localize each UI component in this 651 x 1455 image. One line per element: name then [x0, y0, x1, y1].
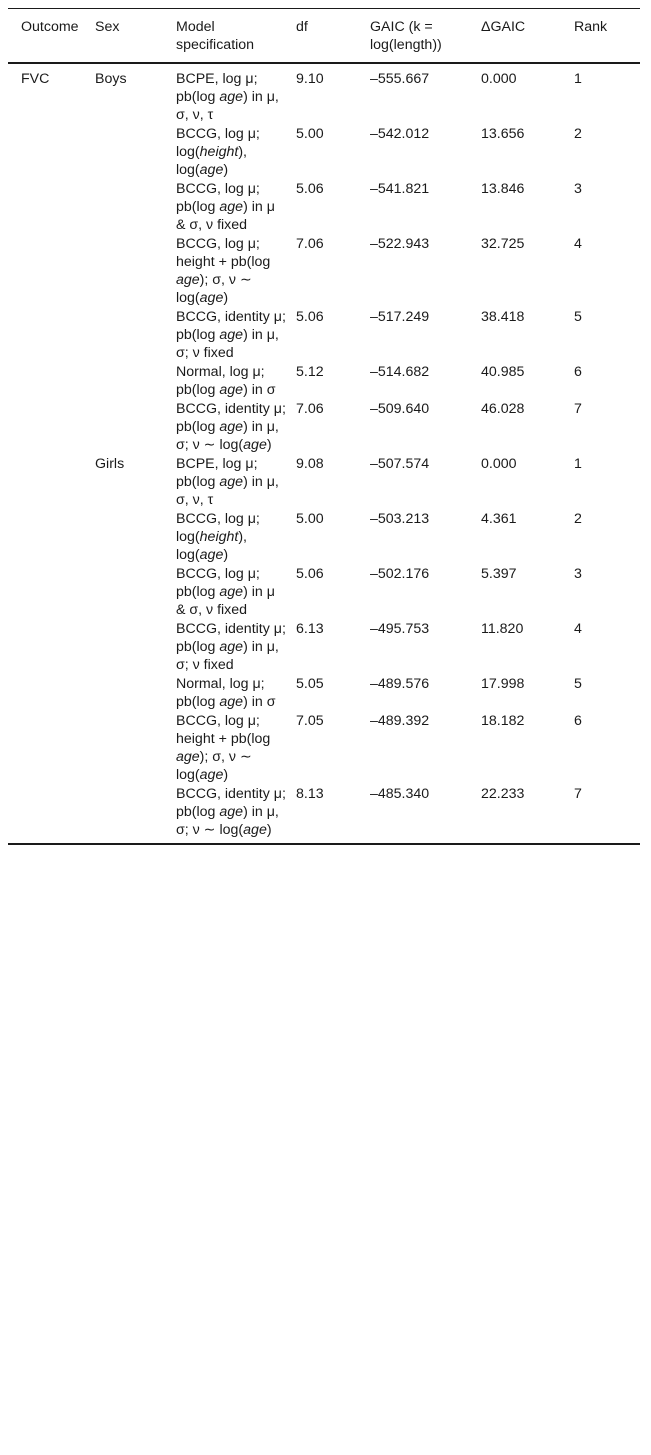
model-variable-text: age — [219, 327, 244, 343]
gaic-cell: –514.682 — [370, 364, 430, 380]
gaic-cell: –489.576 — [370, 676, 430, 692]
model-variable-text: age — [219, 419, 244, 435]
sex-cell: Boys — [95, 71, 127, 87]
rank-cell: 6 — [574, 364, 582, 380]
outcome-cell — [8, 620, 95, 675]
table-row — [8, 455, 640, 510]
delta-gaic-cell: 5.397 — [481, 566, 517, 582]
sex-cell — [95, 675, 176, 712]
sex-cell: Girls — [95, 456, 125, 472]
model-comparison-table — [8, 8, 640, 845]
rank-cell: 5 — [574, 309, 582, 325]
rank-cell: 3 — [574, 181, 582, 197]
model-variable-text: age — [219, 89, 244, 105]
delta-gaic-cell: 18.182 — [481, 713, 525, 729]
gaic-cell: –495.753 — [370, 621, 430, 637]
model-variable-text: age — [219, 804, 244, 820]
model-variable-text: age — [243, 437, 267, 453]
table-row — [8, 363, 640, 400]
rank-cell: 4 — [574, 621, 582, 637]
header-row — [8, 9, 640, 64]
sex-cell — [95, 308, 176, 363]
outcome-cell — [8, 308, 95, 363]
model-text: BCCG, log μ; pb(log — [176, 566, 260, 600]
gaic-cell: –485.340 — [370, 785, 481, 844]
rank-cell: 5 — [574, 676, 582, 692]
model-text: BCCG, log μ; height + pb(log — [176, 713, 271, 747]
outcome-cell — [8, 675, 95, 712]
outcome-cell — [8, 565, 95, 620]
model-specification-cell — [176, 510, 296, 565]
table-body — [8, 63, 640, 844]
model-text: BCCG, log μ; log( — [176, 126, 260, 160]
gaic-cell: –541.821 — [370, 181, 430, 197]
header-sex: Sex — [95, 9, 176, 64]
sex-cell — [95, 785, 176, 844]
header-outcome: Outcome — [8, 9, 95, 64]
model-specification-cell — [176, 363, 296, 400]
gaic-cell: –542.012 — [370, 126, 430, 142]
model-text: BCPE, log μ; pb(log — [176, 71, 258, 105]
model-comparison-table-container — [8, 8, 640, 845]
df-cell: 5.12 — [296, 364, 324, 380]
model-text: ) in μ, σ; ν ∼ log( — [176, 419, 279, 453]
model-text: ); σ, ν ∼ log( — [176, 272, 252, 306]
model-text: ) in μ, σ; ν fixed — [176, 639, 279, 673]
delta-gaic-cell: 0.000 — [481, 71, 517, 87]
gaic-cell: –509.640 — [370, 401, 430, 417]
header-df: df — [296, 9, 370, 64]
rank-cell: 3 — [574, 566, 582, 582]
outcome-cell — [8, 712, 95, 785]
outcome-cell — [8, 510, 95, 565]
sex-cell — [95, 363, 176, 400]
delta-gaic-cell: 46.028 — [481, 401, 525, 417]
sex-cell — [95, 235, 176, 308]
model-variable-text: age — [199, 290, 224, 306]
df-cell: 9.10 — [296, 71, 324, 87]
model-variable-text: age — [199, 767, 224, 783]
table-row — [8, 400, 640, 455]
df-cell: 5.06 — [296, 181, 324, 197]
sex-cell — [95, 125, 176, 180]
model-text: BCCG, log μ; pb(log — [176, 181, 260, 215]
model-text: ) — [223, 547, 229, 563]
model-variable-text: age — [219, 199, 244, 215]
outcome-cell — [8, 455, 95, 510]
model-variable-text: age — [219, 382, 244, 398]
model-text: ) in μ, σ, ν, τ — [176, 474, 279, 508]
model-specification-cell — [176, 565, 296, 620]
model-variable-text: age — [219, 639, 244, 655]
table-row — [8, 180, 640, 235]
delta-gaic-cell: 17.998 — [481, 676, 525, 692]
table-row — [8, 565, 640, 620]
model-text: ), log( — [176, 144, 247, 178]
model-text: Normal, log μ; pb(log — [176, 676, 265, 710]
model-specification-cell — [176, 235, 296, 308]
model-text: BCPE, log μ; pb(log — [176, 456, 258, 490]
model-variable-text: height — [199, 144, 239, 160]
model-text: ) — [266, 437, 272, 453]
model-variable-text: height — [199, 529, 239, 545]
table-row — [8, 125, 640, 180]
sex-cell — [95, 565, 176, 620]
table-row — [8, 675, 640, 712]
df-cell: 9.08 — [296, 456, 324, 472]
rank-cell: 4 — [574, 236, 582, 252]
model-text: ) in μ & σ, ν fixed — [176, 199, 275, 233]
outcome-cell — [8, 363, 95, 400]
model-text: ) in μ & σ, ν fixed — [176, 584, 275, 618]
model-specification-cell — [176, 63, 296, 125]
model-text: ); σ, ν ∼ log( — [176, 749, 252, 783]
model-text: BCCG, log μ; height + pb(log — [176, 236, 271, 270]
delta-gaic-cell: 22.233 — [481, 785, 574, 844]
model-text: ) in μ, σ, ν, τ — [176, 89, 279, 123]
model-text: BCCG, identity μ; pb(log — [176, 401, 286, 435]
model-specification-cell — [176, 675, 296, 712]
table-row — [8, 712, 640, 785]
rank-cell: 6 — [574, 713, 582, 729]
gaic-cell: –507.574 — [370, 456, 430, 472]
df-cell: 5.05 — [296, 676, 324, 692]
header-rank: Rank — [574, 9, 640, 64]
delta-gaic-cell: 11.820 — [481, 621, 524, 637]
model-text: ) — [223, 162, 229, 178]
model-text: ) in μ, σ; ν ∼ log( — [176, 804, 279, 838]
sex-cell — [95, 712, 176, 785]
model-specification-cell — [176, 125, 296, 180]
delta-gaic-cell: 13.656 — [481, 126, 525, 142]
model-text: BCCG, identity μ; pb(log — [176, 621, 286, 655]
table-row — [8, 510, 640, 565]
outcome-cell — [8, 235, 95, 308]
model-variable-text: age — [199, 162, 224, 178]
table-header — [8, 9, 640, 64]
header-gaic: GAIC (k = log(length)) — [370, 9, 481, 64]
delta-gaic-cell: 4.361 — [481, 511, 517, 527]
rank-cell: 1 — [574, 71, 582, 87]
model-variable-text: age — [219, 584, 244, 600]
model-text: ) — [266, 822, 272, 838]
outcome-cell — [8, 400, 95, 455]
model-text: BCCG, log μ; log( — [176, 511, 260, 545]
gaic-cell: –489.392 — [370, 713, 430, 729]
model-variable-text: age — [176, 272, 200, 288]
gaic-cell: –517.249 — [370, 309, 430, 325]
model-text: BCCG, identity μ; pb(log — [176, 309, 286, 343]
outcome-cell — [8, 785, 95, 844]
gaic-cell: –522.943 — [370, 236, 430, 252]
gaic-cell: –502.176 — [370, 566, 430, 582]
outcome-cell — [8, 125, 95, 180]
table-row — [8, 620, 640, 675]
df-cell: 7.06 — [296, 236, 324, 252]
model-specification-cell — [176, 400, 296, 455]
rank-cell: 2 — [574, 511, 582, 527]
model-text: ) in μ, σ; ν fixed — [176, 327, 279, 361]
table-row — [8, 308, 640, 363]
df-cell: 8.13 — [296, 785, 370, 844]
sex-cell — [95, 400, 176, 455]
df-cell: 5.06 — [296, 309, 324, 325]
model-text: ) in σ — [243, 382, 276, 398]
sex-cell — [95, 180, 176, 235]
model-text: ), log( — [176, 529, 247, 563]
rank-cell: 2 — [574, 126, 582, 142]
outcome-cell: FVC — [21, 71, 50, 87]
model-specification-cell — [176, 455, 296, 510]
df-cell: 5.06 — [296, 566, 324, 582]
model-specification-cell — [176, 308, 296, 363]
model-variable-text: age — [199, 547, 224, 563]
rank-cell: 7 — [574, 401, 582, 417]
df-cell: 7.06 — [296, 401, 324, 417]
rank-cell: 1 — [574, 456, 582, 472]
df-cell: 6.13 — [296, 621, 324, 637]
model-variable-text: age — [176, 749, 200, 765]
sex-cell — [95, 620, 176, 675]
model-variable-text: age — [219, 474, 244, 490]
table-row — [8, 235, 640, 308]
model-variable-text: age — [219, 694, 244, 710]
table-row — [8, 63, 640, 125]
model-specification-cell — [176, 785, 296, 844]
gaic-cell: –503.213 — [370, 511, 430, 527]
model-text: ) in σ — [243, 694, 276, 710]
gaic-cell: –555.667 — [370, 71, 430, 87]
header-model-specification: Model specification — [176, 9, 296, 64]
delta-gaic-cell: 32.725 — [481, 236, 525, 252]
model-specification-cell — [176, 620, 296, 675]
df-cell: 5.00 — [296, 511, 324, 527]
outcome-cell — [8, 180, 95, 235]
table-row — [8, 785, 640, 844]
delta-gaic-cell: 40.985 — [481, 364, 525, 380]
model-text: BCCG, identity μ; pb(log — [176, 786, 286, 820]
model-text: ) — [223, 767, 229, 783]
model-variable-text: age — [243, 822, 267, 838]
rank-cell: 7 — [574, 785, 640, 844]
df-cell: 5.00 — [296, 126, 324, 142]
header-delta-gaic: ΔGAIC — [481, 9, 574, 64]
delta-gaic-cell: 0.000 — [481, 456, 517, 472]
delta-gaic-cell: 38.418 — [481, 309, 525, 325]
model-specification-cell — [176, 180, 296, 235]
delta-gaic-cell: 13.846 — [481, 181, 525, 197]
model-specification-cell — [176, 712, 296, 785]
model-text: Normal, log μ; pb(log — [176, 364, 265, 398]
df-cell: 7.05 — [296, 713, 324, 729]
model-text: ) — [223, 290, 229, 306]
sex-cell — [95, 510, 176, 565]
